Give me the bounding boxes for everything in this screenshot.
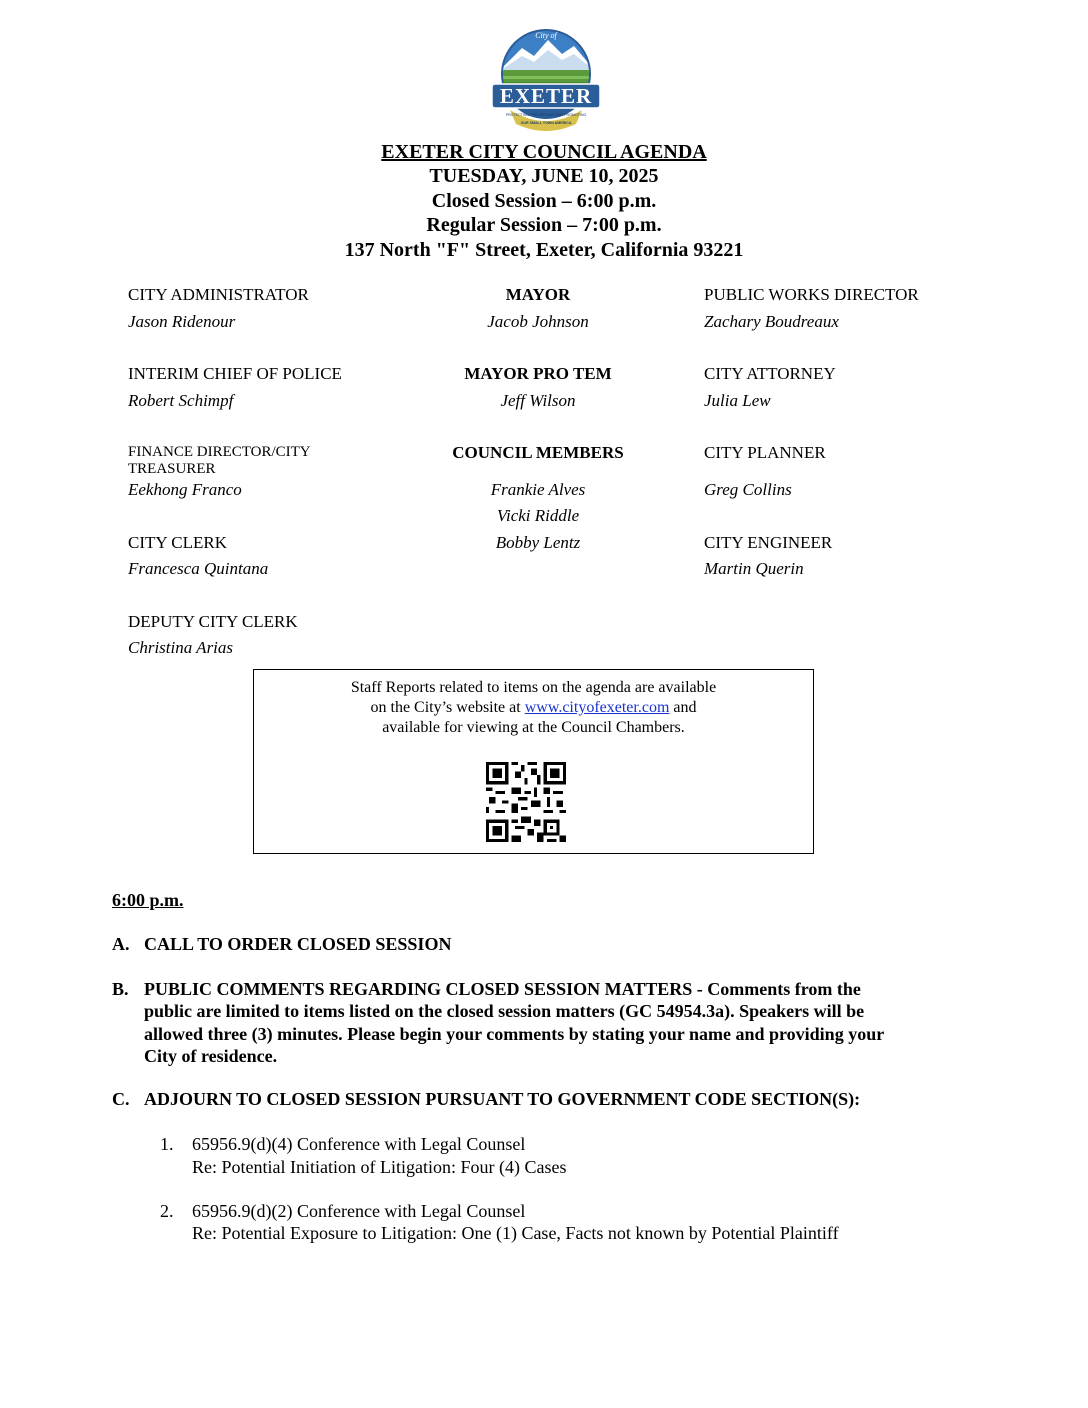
role-mayor: MAYOR (505, 285, 571, 304)
item-line: 65956.9(d)(4) Conference with Legal Counsel (192, 1134, 526, 1154)
agenda-title: EXETER CITY COUNCIL AGENDA (381, 141, 707, 163)
qr-code-icon[interactable] (486, 762, 566, 842)
name-city-clerk: Francesca Quintana (128, 559, 269, 578)
role-deputy-city-clerk: DEPUTY CITY CLERK (128, 612, 298, 631)
name-public-works-director: Zachary Boudreaux (704, 312, 839, 331)
logo-ribbon: OUR SMALL TOWN AMERICA (520, 121, 572, 125)
section-text-line: PUBLIC COMMENTS REGARDING CLOSED SESSION MATTERS - Comments from the (144, 979, 861, 999)
name-city-engineer: Martin Querin (704, 559, 804, 578)
role-interim-chief: INTERIM CHIEF OF POLICE (128, 364, 342, 383)
name-council-member: Bobby Lentz (495, 533, 581, 552)
staff-box-line-1: Staff Reports related to items on the agenda are available (350, 679, 717, 696)
role-city-engineer: CITY ENGINEER (704, 533, 833, 552)
name-city-planner: Greg Collins (704, 480, 792, 499)
role-city-planner: CITY PLANNER (704, 443, 826, 462)
name-city-administrator: Jason Ridenour (128, 312, 236, 331)
item-number: 1. (160, 1134, 174, 1154)
name-deputy-city-clerk: Christina Arias (128, 638, 234, 657)
staff-box-line-2 (253, 698, 814, 718)
item-line: Re: Potential Exposure to Litigation: One (1) Case, Facts not known by Potential Plaintiff (192, 1223, 839, 1243)
section-letter: A. (112, 934, 130, 954)
staff-box-line-2-post: and (673, 699, 697, 716)
role-finance-director: FINANCE DIRECTOR/CITY TREASURER (128, 444, 311, 477)
section-text-line: City of residence. (144, 1046, 278, 1066)
agenda-time: 6:00 p.m. (112, 890, 184, 910)
role-city-clerk: CITY CLERK (128, 533, 228, 552)
item-line: Re: Potential Initiation of Litigation: Four (4) Cases (192, 1157, 567, 1177)
section-letter: C. (112, 1089, 130, 1109)
city-website-link[interactable]: www.cityofexeter.com (524, 699, 670, 716)
meeting-address: 137 North "F" Street, Exeter, California 93221 (344, 239, 744, 261)
section-text: CALL TO ORDER CLOSED SESSION (144, 934, 452, 954)
staff-box-line-2-pre: on the City’s website at (370, 699, 521, 716)
section-text-line: allowed three (3) minutes. Please begin your comments by stating your name and providing your (144, 1024, 885, 1044)
name-interim-chief: Robert Schimpf (128, 391, 234, 410)
staff-box-line-3: available for viewing at the Council Chambers. (382, 719, 685, 736)
section-text-line: public are limited to items listed on the closed session matters (GC 54954.3a). Speakers will be (144, 1001, 865, 1021)
meeting-date: TUESDAY, JUNE 10, 2025 (429, 165, 659, 187)
regular-session-time: Regular Session – 7:00 p.m. (426, 214, 662, 236)
name-mayor-pro-tem: Jeff Wilson (500, 391, 576, 410)
section-letter: B. (112, 979, 129, 999)
item-number: 2. (160, 1201, 174, 1221)
name-city-attorney: Julia Lew (704, 391, 771, 410)
closed-session-time: Closed Session – 6:00 p.m. (431, 190, 657, 212)
city-seal-icon (490, 26, 602, 132)
role-city-administrator: CITY ADMINISTRATOR (128, 285, 309, 304)
logo-top-text: City of (535, 31, 557, 40)
name-council-member: Frankie Alves (490, 480, 586, 499)
logo-motto: PROTECTING, PRESERVING AND PROMOTING (505, 113, 587, 117)
item-line: 65956.9(d)(2) Conference with Legal Counsel (192, 1201, 526, 1221)
name-council-member: Vicki Riddle (496, 506, 580, 525)
section-text: ADJOURN TO CLOSED SESSION PURSUANT TO GOVERNMENT CODE SECTION(S): (144, 1089, 861, 1109)
role-council-members: COUNCIL MEMBERS (452, 443, 624, 462)
name-mayor: Jacob Johnson (487, 312, 589, 331)
role-public-works-director: PUBLIC WORKS DIRECTOR (704, 285, 919, 304)
role-mayor-pro-tem: MAYOR PRO TEM (464, 364, 612, 383)
name-finance-director: Eekhong Franco (128, 480, 242, 499)
logo-name: EXETER (499, 84, 593, 108)
role-city-attorney: CITY ATTORNEY (704, 364, 836, 383)
